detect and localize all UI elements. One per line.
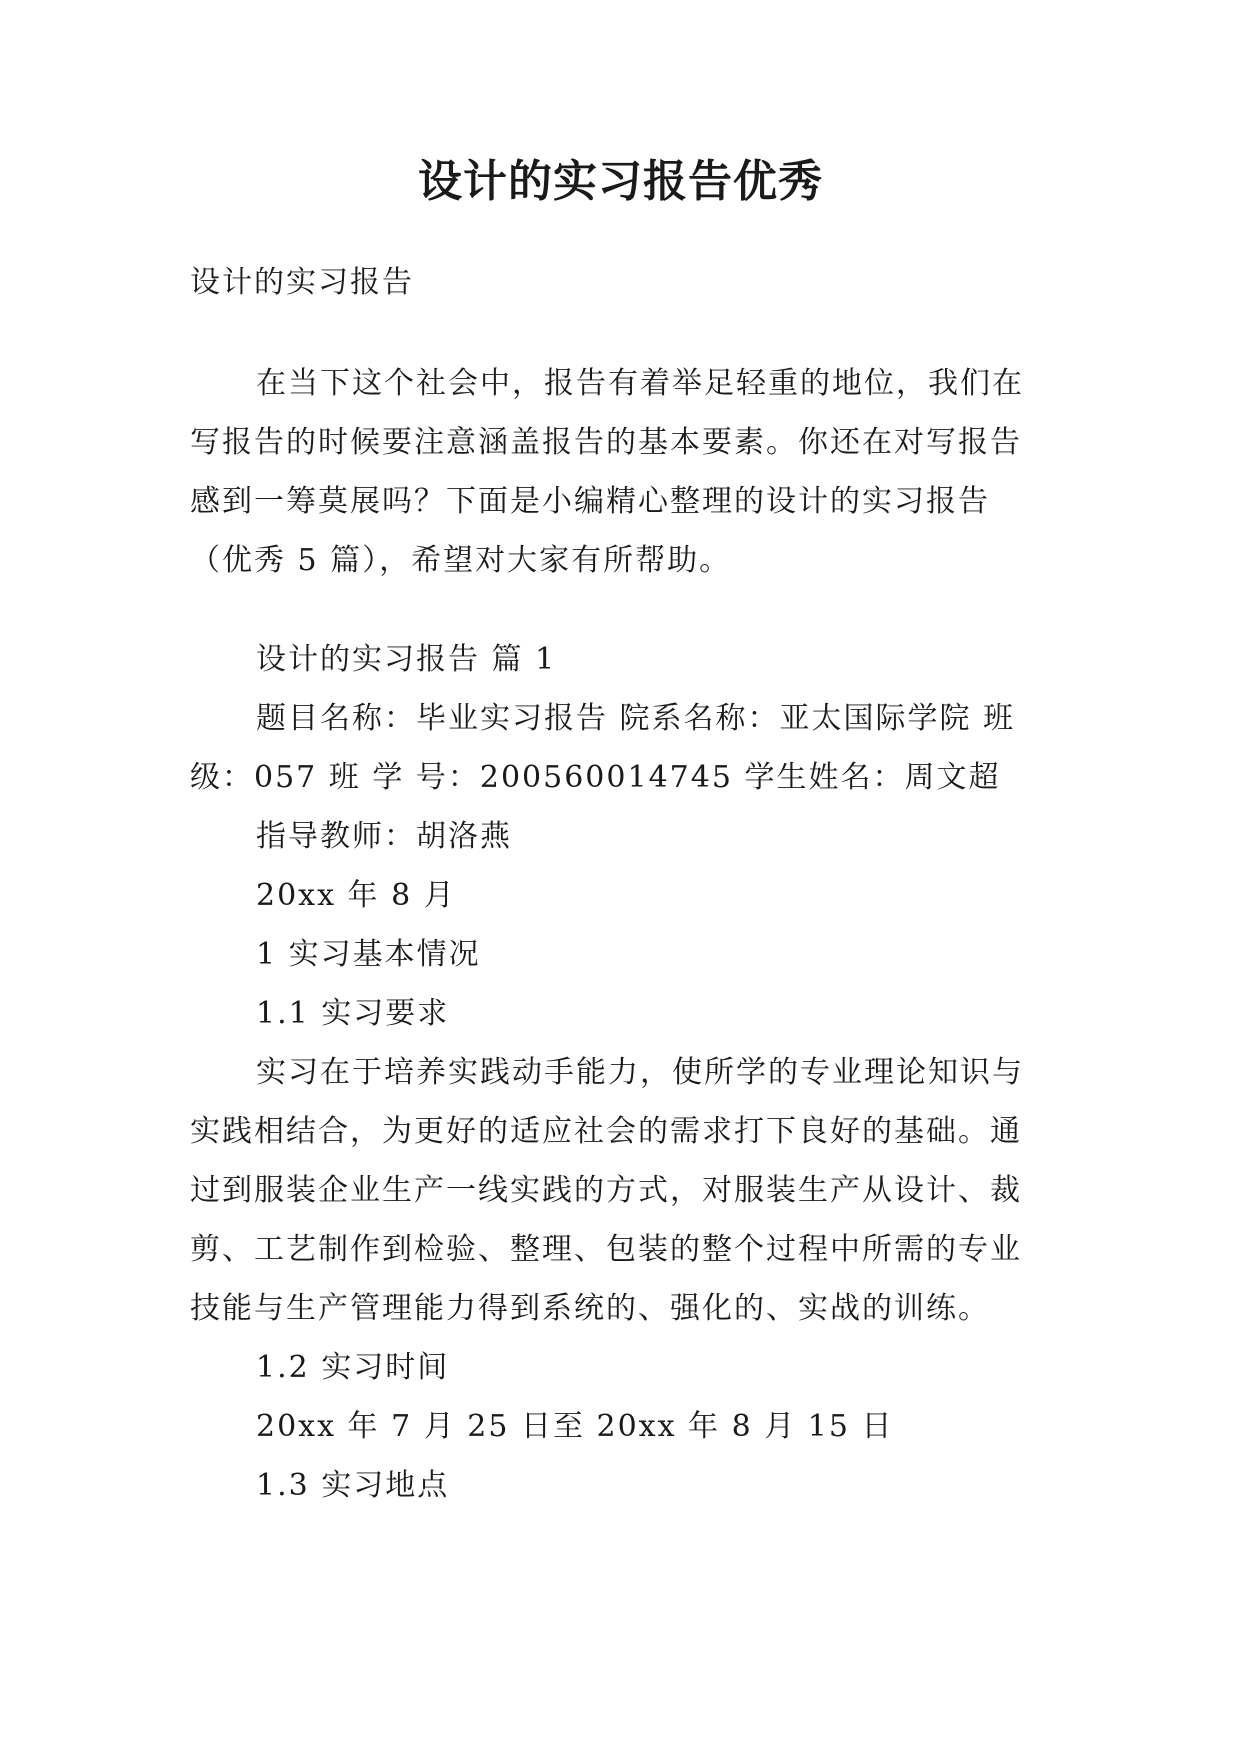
heading-1-3: 1.3 实习地点	[256, 1468, 450, 1503]
info-line-2: 级：057 班 学 号：200560014745 学生姓名：周文超	[190, 760, 1001, 795]
info-line-1: 题目名称：毕业实习报告 院系名称：亚太国际学院 班	[256, 701, 1016, 736]
requirement-line-4: 剪、工艺制作到检验、整理、包装的整个过程中所需的专业	[190, 1232, 1022, 1267]
requirement-line-1: 实习在于培养实践动手能力，使所学的专业理论知识与	[256, 1055, 1024, 1090]
heading-1-1: 1.1 实习要求	[256, 996, 450, 1031]
document-title: 设计的实习报告优秀	[418, 156, 823, 207]
intro-line-1: 在当下这个社会中，报告有着举足轻重的地位，我们在	[256, 366, 1024, 401]
heading-1-2: 1.2 实习时间	[256, 1350, 450, 1385]
section-heading: 设计的实习报告 篇 1	[256, 642, 557, 677]
requirement-line-5: 技能与生产管理能力得到系统的、强化的、实战的训练。	[190, 1291, 990, 1326]
info-line-date: 20xx 年 8 月	[256, 878, 456, 913]
info-line-advisor: 指导教师：胡洛燕	[256, 819, 512, 854]
intro-line-2: 写报告的时候要注意涵盖报告的基本要素。你还在对写报告	[190, 425, 1022, 460]
intro-line-4: （优秀 5 篇），希望对大家有所帮助。	[190, 543, 732, 578]
requirement-line-2: 实践相结合，为更好的适应社会的需求打下良好的基础。通	[190, 1114, 1022, 1149]
intro-line-3: 感到一筹莫展吗？下面是小编精心整理的设计的实习报告	[190, 484, 990, 519]
document-subtitle: 设计的实习报告	[190, 265, 414, 300]
time-text: 20xx 年 7 月 25 日至 20xx 年 8 月 15 日	[256, 1409, 894, 1444]
heading-1: 1 实习基本情况	[256, 937, 481, 972]
requirement-line-3: 过到服装企业生产一线实践的方式，对服装生产从设计、裁	[190, 1173, 1022, 1208]
